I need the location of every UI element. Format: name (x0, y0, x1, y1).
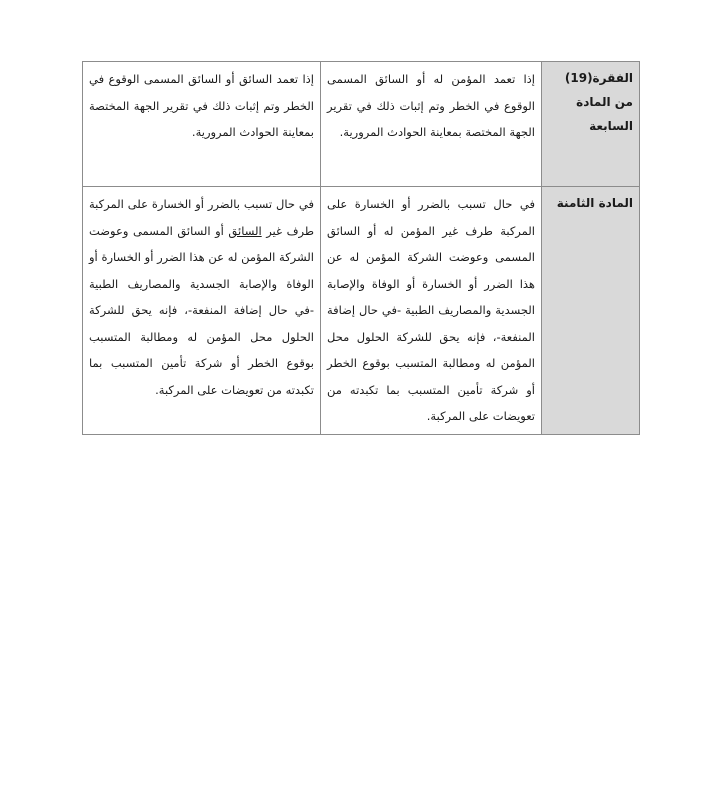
current-text-cell (321, 187, 542, 435)
article-label: المادة الثامنة (556, 196, 633, 210)
current-text: في حال تسبب بالضرر أو الخسارة على المركبة طرف غير المؤمن له أو السائق المسمى وعوضت الشركة المؤمن له عن هذا الضرر أو الخسارة أو الوفاة والإصابة الجسدية والمصاريف الطبية -في حال إضافة المنفعة-، فإنه يحق للشركة الحلول محل المؤمن له ومطالبة المتسبب بوقوع الخطر أو شركة تأمين المتسبب بما تكبدته من تعويضات على المركبة. (327, 197, 535, 423)
current-text: إذا تعمد المؤمن له أو السائق المسمى الوقوع في الخطر وتم إثبات ذلك في تقرير الجهة المختصة بمعاينة الحوادث المرورية. (327, 72, 535, 139)
comparison-table (82, 61, 640, 435)
article-label-cell (542, 62, 640, 187)
proposed-text-before: في حال تسبب بالضرر أو الخسارة على المركبة طرف غير (89, 197, 314, 238)
proposed-text-cell (83, 187, 321, 435)
table-row (83, 187, 640, 435)
article-label: الفقرة(19) من المادة السابعة (564, 71, 633, 133)
table-row (83, 62, 640, 187)
article-label-cell (542, 187, 640, 435)
proposed-text: إذا تعمد السائق أو السائق المسمى الوقوع في الخطر وتم إثبات ذلك في تقرير الجهة المختصة بمعاينة الحوادث المرورية. (89, 72, 314, 139)
proposed-text-cell (83, 62, 321, 187)
proposed-text-after: أو السائق المسمى وعوضت الشركة المؤمن له عن هذا الضرر أو الخسارة أو الوفاة والإصابة الجسدية والمصاريف الطبية -في حال إضافة المنفعة-، فإنه يحق للشركة الحلول محل المؤمن له ومطالبة المتسبب بوقوع الخطر أو شركة تأمين المتسبب بما تكبدته من تعويضات على المركبة. (89, 223, 314, 397)
proposed-text-underlined: السائق (228, 223, 262, 238)
current-text-cell (321, 62, 542, 187)
